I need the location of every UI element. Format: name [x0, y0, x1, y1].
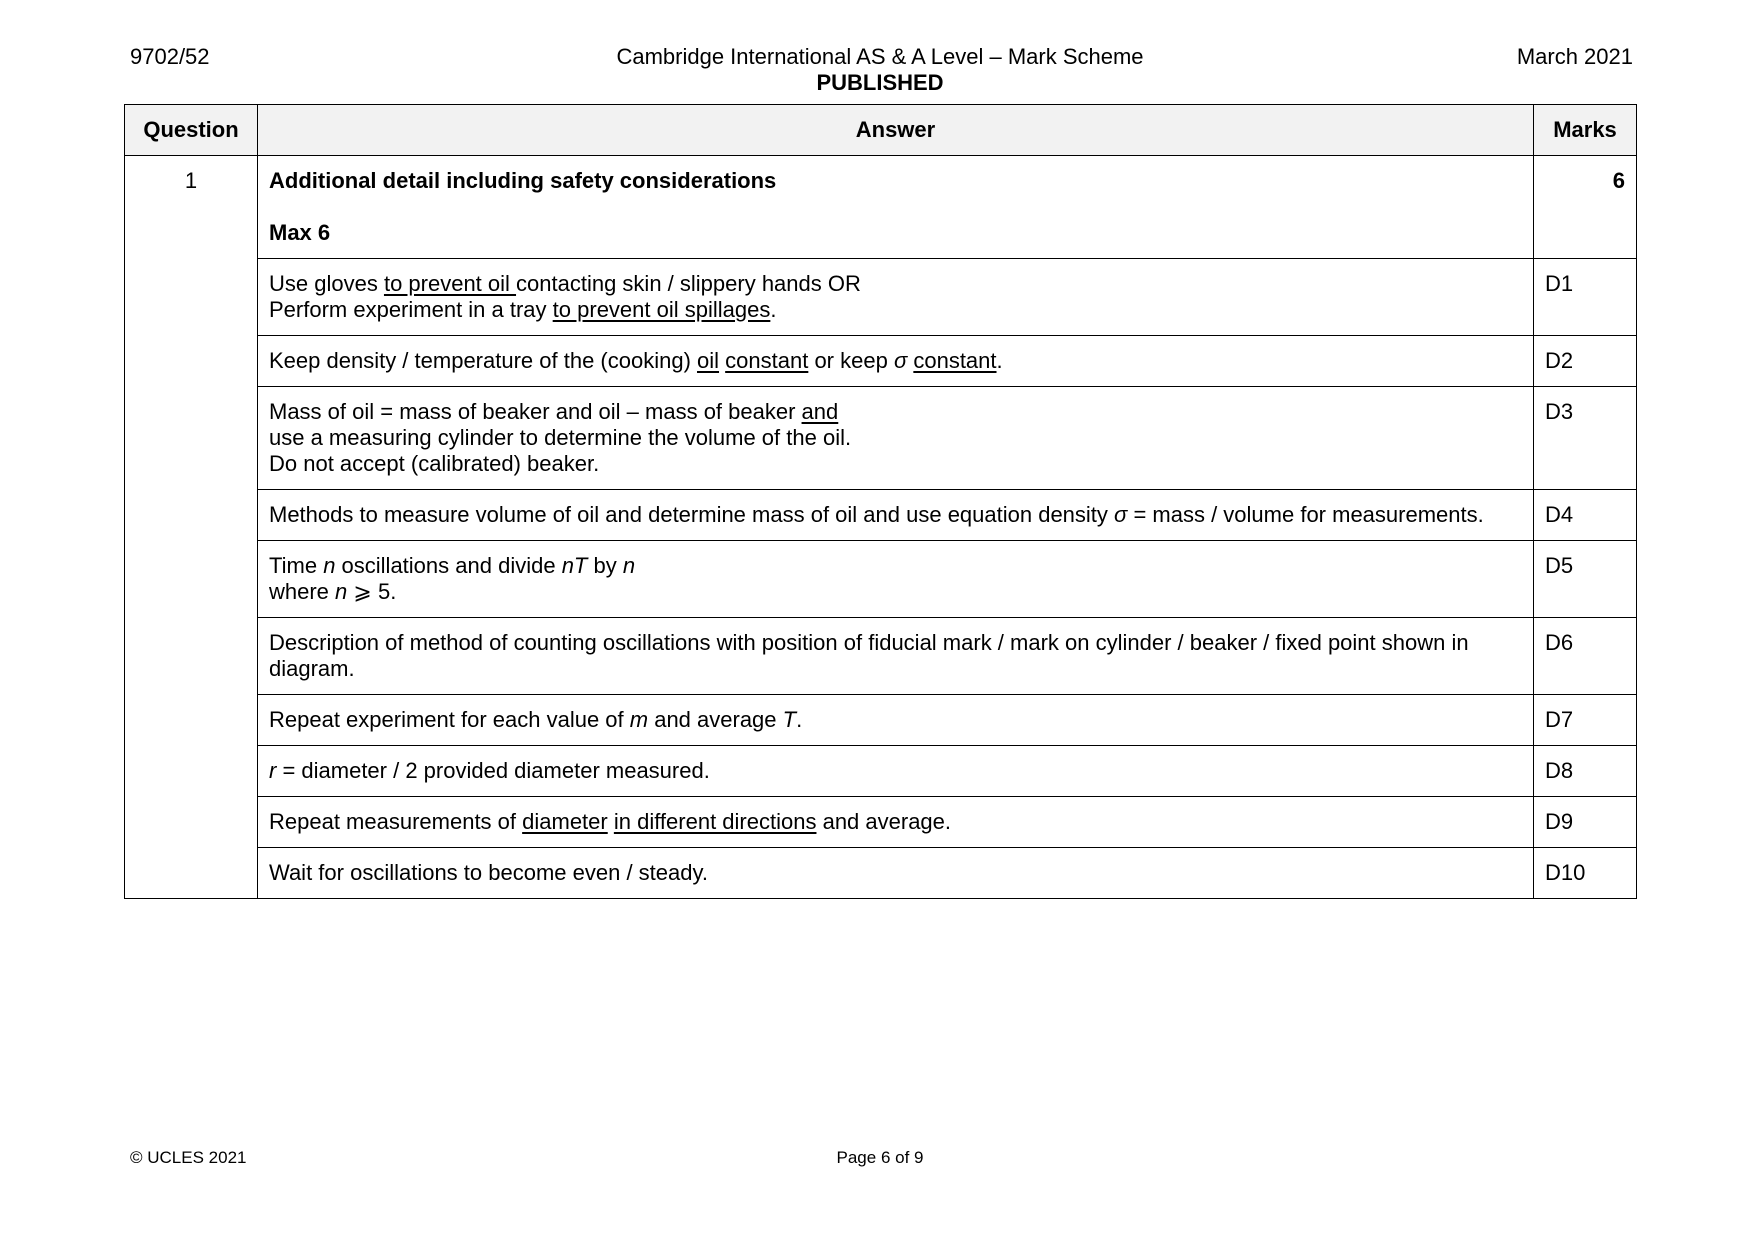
variable-r: r: [269, 758, 277, 783]
answer-text: Methods to measure volume of oil and determine mass of oil and use equation density: [269, 502, 1115, 527]
answer-cell: [258, 387, 1534, 490]
variable-m: m: [629, 707, 649, 732]
published-label: PUBLISHED: [816, 70, 944, 95]
sigma-symbol: σ: [1114, 502, 1128, 527]
answer-text: .: [996, 348, 1003, 373]
mark-code: D4: [1534, 490, 1637, 541]
section-marks: 6: [1534, 156, 1637, 259]
answer-text: and average: [648, 707, 783, 732]
section-max: Max 6: [269, 220, 331, 245]
answer-text: and average.: [816, 809, 952, 834]
variable-n: n: [622, 553, 636, 578]
paper-code: 9702/52: [130, 44, 210, 69]
answer-text: Use gloves: [269, 271, 384, 296]
table-row: [125, 259, 1637, 336]
mark-code: D10: [1534, 848, 1637, 899]
variable-T: T: [782, 707, 797, 732]
answer-cell: [258, 695, 1534, 746]
answer-text: contacting skin / slippery hands OR: [516, 271, 861, 296]
answer-text: Mass of oil = mass of beaker and oil – mass of beaker: [269, 399, 802, 424]
table-row: [125, 746, 1637, 797]
answer-cell: Description of method of counting oscillations with position of fiducial mark / mark on cylinder / beaker / fixed point shown in diagram.: [258, 618, 1534, 695]
answer-text: where: [269, 579, 336, 604]
answer-text: Repeat measurements of: [269, 809, 523, 834]
table-row: [125, 848, 1637, 899]
answer-text-underlined: to prevent oil: [383, 271, 517, 296]
copyright: © UCLES 2021: [130, 1148, 247, 1167]
column-header-answer: Answer: [258, 105, 1534, 156]
table-row: [125, 336, 1637, 387]
variable-nT: nT: [561, 553, 588, 578]
answer-line: [269, 399, 1522, 425]
document-title: [0, 44, 1755, 96]
answer-cell: [258, 746, 1534, 797]
table-row: [125, 797, 1637, 848]
answer-line: [269, 271, 1522, 297]
mark-code: D6: [1534, 618, 1637, 695]
mark-code: D7: [1534, 695, 1637, 746]
table-row: [125, 695, 1637, 746]
question-number: 1: [125, 156, 258, 899]
answer-line: [269, 579, 1522, 605]
answer-text: Time: [269, 553, 324, 578]
answer-text: by: [587, 553, 623, 578]
answer-text-underlined: in different directions: [613, 809, 817, 834]
mark-code: D9: [1534, 797, 1637, 848]
answer-cell: [258, 156, 1534, 259]
table-row: [125, 541, 1637, 618]
page-number: Page 6 of 9: [836, 1148, 924, 1167]
answer-text-underlined: constant: [725, 348, 809, 373]
answer-cell: [258, 259, 1534, 336]
answer-text-underlined: diameter: [522, 809, 608, 834]
table-row: [125, 156, 1637, 259]
mark-code: D2: [1534, 336, 1637, 387]
table-row: [125, 490, 1637, 541]
answer-cell: [258, 541, 1534, 618]
column-header-question: Question: [125, 105, 258, 156]
variable-n: n: [323, 553, 336, 578]
answer-text: Perform experiment in a tray: [269, 297, 553, 322]
table-header-row: [125, 105, 1637, 156]
mark-code: D8: [1534, 746, 1637, 797]
answer-cell: [258, 490, 1534, 541]
sigma-symbol: σ: [893, 348, 908, 373]
mark-code: D1: [1534, 259, 1637, 336]
mark-scheme-table: [124, 104, 1637, 899]
answer-text-underlined: oil: [697, 348, 720, 373]
answer-line: [269, 553, 1522, 579]
exam-date: March 2021: [1516, 44, 1633, 69]
answer-line: Do not accept (calibrated) beaker.: [269, 451, 600, 476]
table-row: [125, 387, 1637, 490]
answer-text: Keep density / temperature of the (cooking): [269, 348, 698, 373]
mark-code: D5: [1534, 541, 1637, 618]
answer-text: .: [770, 297, 777, 322]
answer-text: = mass / volume for measurements.: [1127, 502, 1484, 527]
answer-cell: [258, 336, 1534, 387]
mark-code: D3: [1534, 387, 1637, 490]
mark-scheme-title: Cambridge International AS & A Level – Mark Scheme: [616, 44, 1144, 69]
answer-text: or keep: [808, 348, 894, 373]
answer-text: = diameter / 2 provided diameter measured.: [276, 758, 710, 783]
answer-text: oscillations and divide: [335, 553, 562, 578]
section-title: Additional detail including safety considerations: [269, 168, 777, 193]
answer-text: .: [796, 707, 803, 732]
answer-cell: Wait for oscillations to become even / steady.: [258, 848, 1534, 899]
answer-text-underlined: and: [801, 399, 839, 424]
variable-n: n: [335, 579, 348, 604]
answer-text: Repeat experiment for each value of: [269, 707, 630, 732]
table-row: [125, 618, 1637, 695]
column-header-marks: Marks: [1534, 105, 1637, 156]
answer-text-underlined: to prevent oil spillages: [552, 297, 771, 322]
answer-text: ⩾ 5.: [347, 579, 397, 604]
answer-line: use a measuring cylinder to determine the volume of the oil.: [269, 425, 852, 450]
answer-text-underlined: constant: [913, 348, 997, 373]
answer-line: [269, 297, 1522, 323]
answer-cell: [258, 797, 1534, 848]
